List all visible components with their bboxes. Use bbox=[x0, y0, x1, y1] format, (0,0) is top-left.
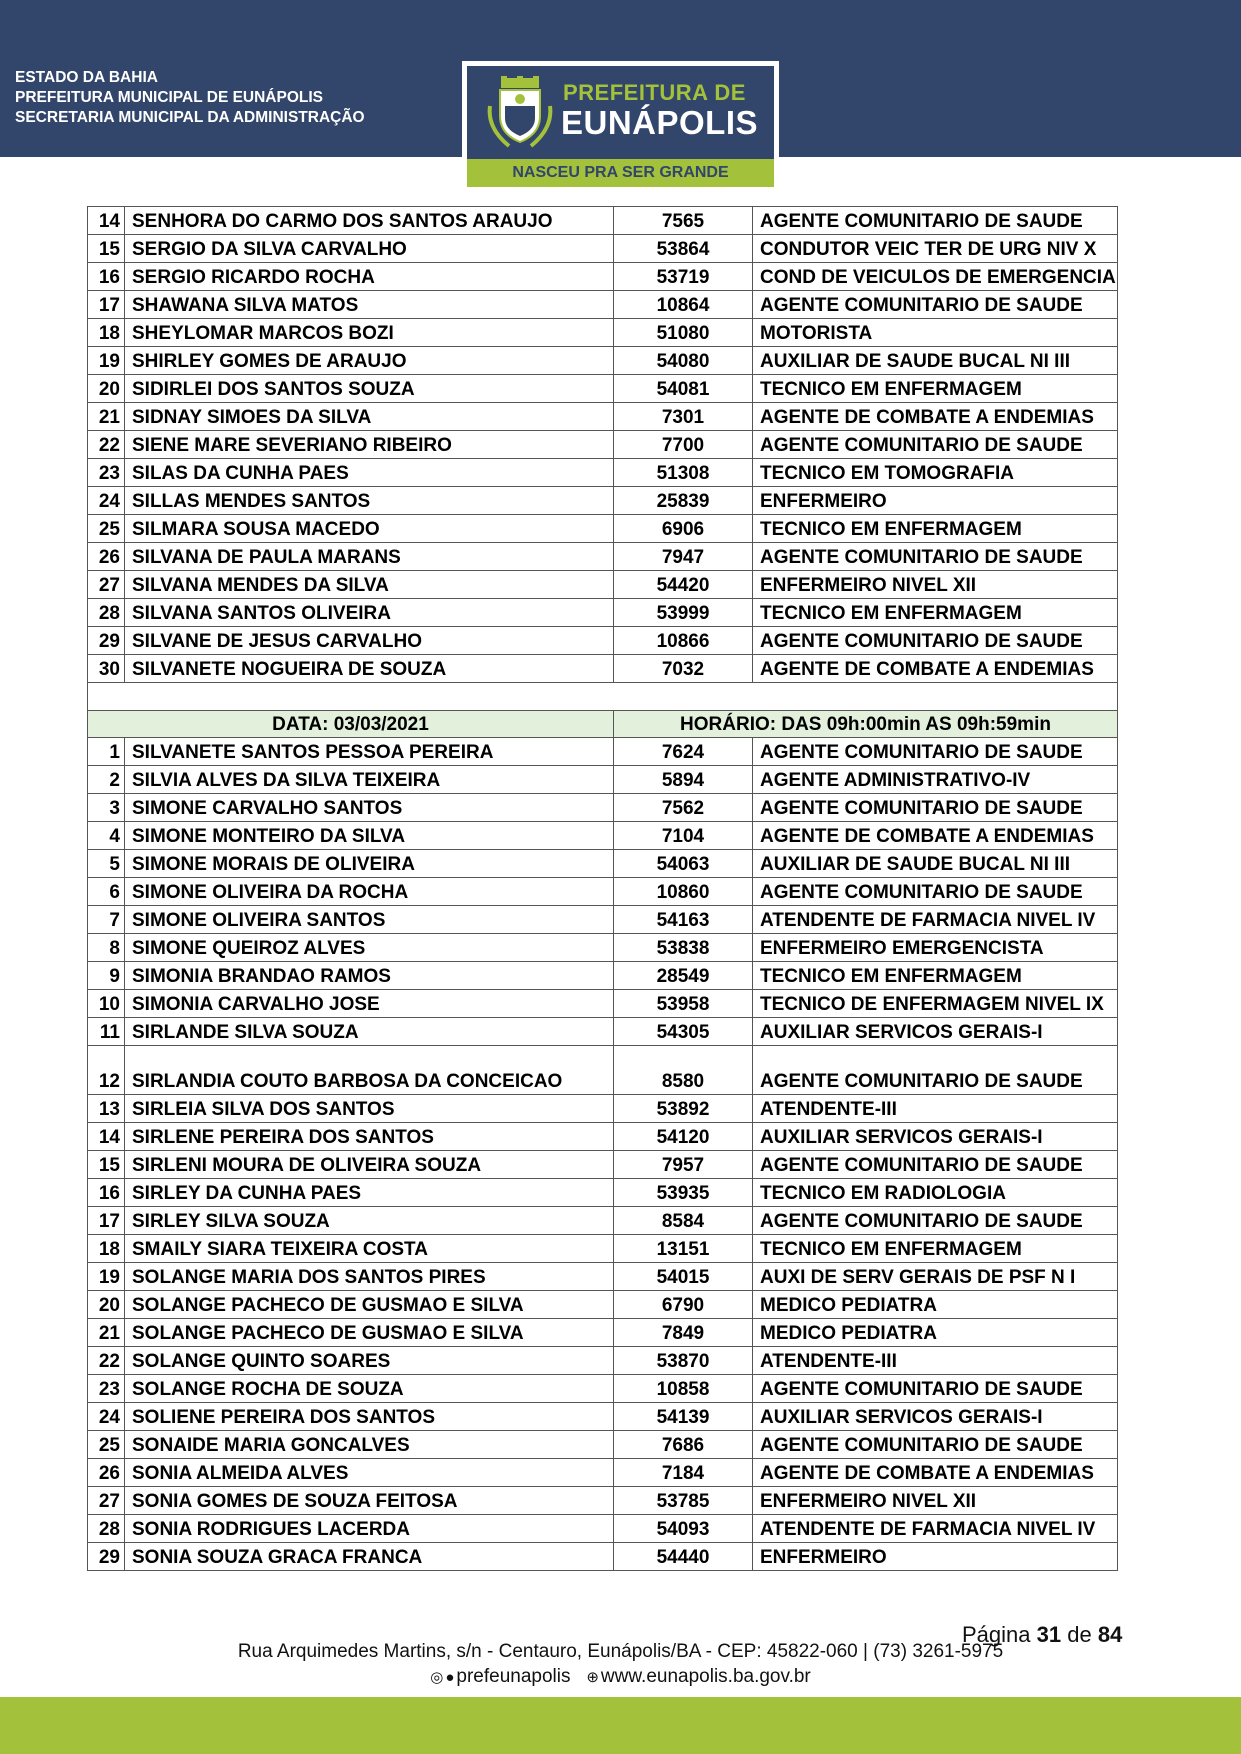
employee-name: SIRLEIA SILVA DOS SANTOS bbox=[125, 1095, 614, 1123]
employee-name: SIMONE CARVALHO SANTOS bbox=[125, 794, 614, 822]
registration-number: 10858 bbox=[614, 1375, 753, 1403]
employee-name: SILVIA ALVES DA SILVA TEIXEIRA bbox=[125, 766, 614, 794]
row-number: 5 bbox=[88, 850, 125, 878]
row-number: 27 bbox=[88, 571, 125, 599]
registration-number: 51080 bbox=[614, 319, 753, 347]
table-row bbox=[88, 1431, 1118, 1459]
table-row bbox=[88, 571, 1118, 599]
row-number: 18 bbox=[88, 319, 125, 347]
row-number: 17 bbox=[88, 1207, 125, 1235]
row-number: 14 bbox=[88, 207, 125, 235]
employee-name: SOLANGE PACHECO DE GUSMAO E SILVA bbox=[125, 1319, 614, 1347]
table-row bbox=[88, 627, 1118, 655]
table-row bbox=[88, 543, 1118, 571]
registration-number: 7686 bbox=[614, 1431, 753, 1459]
registration-number: 10860 bbox=[614, 878, 753, 906]
row-number: 2 bbox=[88, 766, 125, 794]
job-title: AGENTE COMUNITARIO DE SAUDE bbox=[753, 207, 1118, 235]
logo-panel bbox=[467, 66, 774, 159]
employee-name: SONAIDE MARIA GONCALVES bbox=[125, 1431, 614, 1459]
row-number: 22 bbox=[88, 431, 125, 459]
table-row bbox=[88, 263, 1118, 291]
row-number: 22 bbox=[88, 1347, 125, 1375]
table-row bbox=[88, 1018, 1118, 1046]
registration-number: 54305 bbox=[614, 1018, 753, 1046]
employee-name: SOLANGE QUINTO SOARES bbox=[125, 1347, 614, 1375]
employee-name: SILAS DA CUNHA PAES bbox=[125, 459, 614, 487]
job-title: ATENDENTE-III bbox=[753, 1095, 1118, 1123]
table-row bbox=[88, 1459, 1118, 1487]
row-number: 24 bbox=[88, 1403, 125, 1431]
row-number: 24 bbox=[88, 487, 125, 515]
session-date: DATA: 03/03/2021 bbox=[88, 711, 614, 738]
table-row bbox=[88, 1235, 1118, 1263]
row-number: 21 bbox=[88, 1319, 125, 1347]
job-title: ENFERMEIRO bbox=[753, 487, 1118, 515]
registration-number: 7849 bbox=[614, 1319, 753, 1347]
registration-number: 53838 bbox=[614, 934, 753, 962]
row-number: 6 bbox=[88, 878, 125, 906]
row-number: 16 bbox=[88, 263, 125, 291]
table-row bbox=[88, 235, 1118, 263]
table-row bbox=[88, 934, 1118, 962]
registration-number: 54093 bbox=[614, 1515, 753, 1543]
job-title: AGENTE COMUNITARIO DE SAUDE bbox=[753, 431, 1118, 459]
row-number: 19 bbox=[88, 347, 125, 375]
facebook-icon: ● bbox=[445, 1669, 455, 1686]
row-number: 17 bbox=[88, 291, 125, 319]
website-link[interactable]: www.eunapolis.ba.gov.br bbox=[600, 1666, 811, 1687]
registration-number: 53870 bbox=[614, 1347, 753, 1375]
table-row bbox=[88, 459, 1118, 487]
job-title: AGENTE DE COMBATE A ENDEMIAS bbox=[753, 655, 1118, 683]
employee-name: SOLANGE ROCHA DE SOUZA bbox=[125, 1375, 614, 1403]
registration-number: 7032 bbox=[614, 655, 753, 683]
blank-row bbox=[88, 683, 1118, 711]
registration-number: 10864 bbox=[614, 291, 753, 319]
table-row bbox=[88, 766, 1118, 794]
employee-name: SERGIO RICARDO ROCHA bbox=[125, 263, 614, 291]
row-number: 20 bbox=[88, 375, 125, 403]
job-title: MEDICO PEDIATRA bbox=[753, 1319, 1118, 1347]
social-handle[interactable]: prefeunapolis bbox=[456, 1666, 571, 1687]
job-title: AGENTE DE COMBATE A ENDEMIAS bbox=[753, 822, 1118, 850]
registration-number: 54440 bbox=[614, 1543, 753, 1571]
job-title: TECNICO EM TOMOGRAFIA bbox=[753, 459, 1118, 487]
table-row bbox=[88, 1515, 1118, 1543]
employee-name: SIRLENE PEREIRA DOS SANTOS bbox=[125, 1123, 614, 1151]
employee-name: SONIA ALMEIDA ALVES bbox=[125, 1459, 614, 1487]
registration-number: 28549 bbox=[614, 962, 753, 990]
table-row bbox=[88, 1347, 1118, 1375]
table-row bbox=[88, 1403, 1118, 1431]
registration-number: 6790 bbox=[614, 1291, 753, 1319]
job-title: AGENTE COMUNITARIO DE SAUDE bbox=[753, 1431, 1118, 1459]
session-time: HORÁRIO: DAS 09h:00min AS 09h:59min bbox=[614, 711, 1118, 738]
table-row bbox=[88, 822, 1118, 850]
row-number: 10 bbox=[88, 990, 125, 1018]
job-title: ENFERMEIRO NIVEL XII bbox=[753, 571, 1118, 599]
row-number: 13 bbox=[88, 1095, 125, 1123]
table-row bbox=[88, 1046, 1118, 1095]
row-number: 7 bbox=[88, 906, 125, 934]
employee-name: SIDNAY SIMOES DA SILVA bbox=[125, 403, 614, 431]
header-line-prefecture: PREFEITURA MUNICIPAL DE EUNÁPOLIS bbox=[15, 89, 324, 106]
employee-name: SILVANA DE PAULA MARANS bbox=[125, 543, 614, 571]
registration-number: 54015 bbox=[614, 1263, 753, 1291]
header-line-secretariat: SECRETARIA MUNICIPAL DA ADMINISTRAÇÃO bbox=[15, 109, 365, 126]
employee-name: SOLANGE MARIA DOS SANTOS PIRES bbox=[125, 1263, 614, 1291]
row-number: 14 bbox=[88, 1123, 125, 1151]
job-title: AUXILIAR DE SAUDE BUCAL NI III bbox=[753, 347, 1118, 375]
employee-name: SHAWANA SILVA MATOS bbox=[125, 291, 614, 319]
row-number: 19 bbox=[88, 1263, 125, 1291]
employee-name: SIRLANDE SILVA SOUZA bbox=[125, 1018, 614, 1046]
employee-name: SIDIRLEI DOS SANTOS SOUZA bbox=[125, 375, 614, 403]
employee-name: SILVANA MENDES DA SILVA bbox=[125, 571, 614, 599]
row-number: 20 bbox=[88, 1291, 125, 1319]
employee-name: SILVANE DE JESUS CARVALHO bbox=[125, 627, 614, 655]
job-title: TECNICO EM ENFERMAGEM bbox=[753, 1235, 1118, 1263]
registration-number: 51308 bbox=[614, 459, 753, 487]
page-current: 31 bbox=[1036, 1622, 1062, 1647]
job-title: ATENDENTE DE FARMACIA NIVEL IV bbox=[753, 1515, 1118, 1543]
logo-title-eunapolis: EUNÁPOLIS bbox=[561, 104, 759, 141]
table-row bbox=[88, 487, 1118, 515]
coat-of-arms-icon bbox=[487, 76, 553, 150]
row-number: 15 bbox=[88, 235, 125, 263]
registration-number: 7562 bbox=[614, 794, 753, 822]
table-section-separator bbox=[88, 683, 1118, 738]
employee-name: SILMARA SOUSA MACEDO bbox=[125, 515, 614, 543]
table-row bbox=[88, 1319, 1118, 1347]
job-title: AGENTE COMUNITARIO DE SAUDE bbox=[753, 1375, 1118, 1403]
employee-name: SILVANA SANTOS OLIVEIRA bbox=[125, 599, 614, 627]
registration-number: 7624 bbox=[614, 738, 753, 766]
row-number: 26 bbox=[88, 543, 125, 571]
registration-number: 7947 bbox=[614, 543, 753, 571]
table-row bbox=[88, 906, 1118, 934]
table-row bbox=[88, 1123, 1118, 1151]
registration-number: 53785 bbox=[614, 1487, 753, 1515]
job-title: MEDICO PEDIATRA bbox=[753, 1291, 1118, 1319]
employee-name: SIRLENI MOURA DE OLIVEIRA SOUZA bbox=[125, 1151, 614, 1179]
employee-name: SOLIENE PEREIRA DOS SANTOS bbox=[125, 1403, 614, 1431]
table-row bbox=[88, 1095, 1118, 1123]
table-row bbox=[88, 1375, 1118, 1403]
job-title: AUXILIAR SERVICOS GERAIS-I bbox=[753, 1018, 1118, 1046]
employee-name: SHEYLOMAR MARCOS BOZI bbox=[125, 319, 614, 347]
row-number: 27 bbox=[88, 1487, 125, 1515]
registration-number: 53864 bbox=[614, 235, 753, 263]
employee-name: SIMONIA BRANDAO RAMOS bbox=[125, 962, 614, 990]
table-row bbox=[88, 878, 1118, 906]
table-row bbox=[88, 291, 1118, 319]
registration-number: 53935 bbox=[614, 1179, 753, 1207]
table-row bbox=[88, 347, 1118, 375]
registration-number: 7700 bbox=[614, 431, 753, 459]
table-section-previous bbox=[88, 207, 1118, 683]
job-title: AGENTE DE COMBATE A ENDEMIAS bbox=[753, 1459, 1118, 1487]
employee-name: SIMONE MORAIS DE OLIVEIRA bbox=[125, 850, 614, 878]
employee-name: SIMONIA CARVALHO JOSE bbox=[125, 990, 614, 1018]
row-number: 3 bbox=[88, 794, 125, 822]
row-number: 29 bbox=[88, 1543, 125, 1571]
job-title: AUXILIAR SERVICOS GERAIS-I bbox=[753, 1403, 1118, 1431]
row-number: 29 bbox=[88, 627, 125, 655]
row-number: 23 bbox=[88, 459, 125, 487]
page-label: Página bbox=[962, 1622, 1031, 1647]
employee-name: SIENE MARE SEVERIANO RIBEIRO bbox=[125, 431, 614, 459]
row-number: 18 bbox=[88, 1235, 125, 1263]
table-row bbox=[88, 375, 1118, 403]
table-row bbox=[88, 1543, 1118, 1571]
row-number: 16 bbox=[88, 1179, 125, 1207]
row-number: 15 bbox=[88, 1151, 125, 1179]
registration-number: 7957 bbox=[614, 1151, 753, 1179]
registration-number: 10866 bbox=[614, 627, 753, 655]
job-title: ENFERMEIRO bbox=[753, 1543, 1118, 1571]
registration-number: 7184 bbox=[614, 1459, 753, 1487]
job-title: TECNICO EM ENFERMAGEM bbox=[753, 962, 1118, 990]
table-row bbox=[88, 1487, 1118, 1515]
registration-number: 6906 bbox=[614, 515, 753, 543]
row-number: 9 bbox=[88, 962, 125, 990]
registration-number: 54120 bbox=[614, 1123, 753, 1151]
job-title: AGENTE COMUNITARIO DE SAUDE bbox=[753, 627, 1118, 655]
employee-name: SIMONE OLIVEIRA SANTOS bbox=[125, 906, 614, 934]
job-title: TECNICO EM RADIOLOGIA bbox=[753, 1179, 1118, 1207]
table-row bbox=[88, 1207, 1118, 1235]
table-row bbox=[88, 403, 1118, 431]
registration-number: 54081 bbox=[614, 375, 753, 403]
employee-name: SONIA GOMES DE SOUZA FEITOSA bbox=[125, 1487, 614, 1515]
employee-name: SILLAS MENDES SANTOS bbox=[125, 487, 614, 515]
table-row bbox=[88, 1291, 1118, 1319]
table-row bbox=[88, 431, 1118, 459]
row-number: 1 bbox=[88, 738, 125, 766]
employee-name: SOLANGE PACHECO DE GUSMAO E SILVA bbox=[125, 1291, 614, 1319]
table-row bbox=[88, 850, 1118, 878]
job-title: AUXILIAR DE SAUDE BUCAL NI III bbox=[753, 850, 1118, 878]
registration-number: 54063 bbox=[614, 850, 753, 878]
employee-name: SERGIO DA SILVA CARVALHO bbox=[125, 235, 614, 263]
job-title: AGENTE COMUNITARIO DE SAUDE bbox=[753, 291, 1118, 319]
employee-name: SIRLEY SILVA SOUZA bbox=[125, 1207, 614, 1235]
table-row bbox=[88, 1179, 1118, 1207]
job-title: TECNICO EM ENFERMAGEM bbox=[753, 375, 1118, 403]
row-number: 12 bbox=[88, 1046, 125, 1095]
session-header-row bbox=[88, 711, 1118, 738]
table-row bbox=[88, 599, 1118, 627]
job-title: ATENDENTE-III bbox=[753, 1347, 1118, 1375]
table-row bbox=[88, 794, 1118, 822]
row-number: 21 bbox=[88, 403, 125, 431]
employee-name: SMAILY SIARA TEIXEIRA COSTA bbox=[125, 1235, 614, 1263]
job-title: COND DE VEICULOS DE EMERGENCIA bbox=[753, 263, 1118, 291]
row-number: 26 bbox=[88, 1459, 125, 1487]
employee-name: SIMONE QUEIROZ ALVES bbox=[125, 934, 614, 962]
registration-number: 54420 bbox=[614, 571, 753, 599]
table-row bbox=[88, 738, 1118, 766]
table-row bbox=[88, 1151, 1118, 1179]
employee-name: SIRLANDIA COUTO BARBOSA DA CONCEICAO bbox=[125, 1046, 614, 1095]
job-title: AGENTE COMUNITARIO DE SAUDE bbox=[753, 794, 1118, 822]
job-title: AGENTE COMUNITARIO DE SAUDE bbox=[753, 738, 1118, 766]
registration-number: 8584 bbox=[614, 1207, 753, 1235]
table-row bbox=[88, 207, 1118, 235]
footer-bar bbox=[0, 1697, 1241, 1754]
header-institution bbox=[15, 68, 365, 128]
employee-name: SIMONE MONTEIRO DA SILVA bbox=[125, 822, 614, 850]
job-title: MOTORISTA bbox=[753, 319, 1118, 347]
employee-schedule-table bbox=[87, 206, 1118, 1571]
employee-name: SIRLEY DA CUNHA PAES bbox=[125, 1179, 614, 1207]
job-title: AGENTE COMUNITARIO DE SAUDE bbox=[753, 543, 1118, 571]
employee-name: SILVANETE NOGUEIRA DE SOUZA bbox=[125, 655, 614, 683]
job-title: TECNICO DE ENFERMAGEM NIVEL IX bbox=[753, 990, 1118, 1018]
footer-social bbox=[0, 1666, 1241, 1688]
row-number: 23 bbox=[88, 1375, 125, 1403]
table-row bbox=[88, 655, 1118, 683]
table-row bbox=[88, 515, 1118, 543]
job-title: AGENTE ADMINISTRATIVO-IV bbox=[753, 766, 1118, 794]
registration-number: 53958 bbox=[614, 990, 753, 1018]
job-title: AUXI DE SERV GERAIS DE PSF N I bbox=[753, 1263, 1118, 1291]
employee-name: SONIA SOUZA GRACA FRANCA bbox=[125, 1543, 614, 1571]
prefecture-logo bbox=[462, 61, 779, 192]
row-number: 4 bbox=[88, 822, 125, 850]
page-total: 84 bbox=[1097, 1622, 1123, 1647]
table-row bbox=[88, 1263, 1118, 1291]
job-title: ENFERMEIRO EMERGENCISTA bbox=[753, 934, 1118, 962]
registration-number: 53719 bbox=[614, 263, 753, 291]
registration-number: 8580 bbox=[614, 1046, 753, 1095]
job-title: AGENTE COMUNITARIO DE SAUDE bbox=[753, 878, 1118, 906]
registration-number: 54080 bbox=[614, 347, 753, 375]
job-title: ENFERMEIRO NIVEL XII bbox=[753, 1487, 1118, 1515]
registration-number: 13151 bbox=[614, 1235, 753, 1263]
row-number: 28 bbox=[88, 599, 125, 627]
table-row bbox=[88, 962, 1118, 990]
table-row bbox=[88, 990, 1118, 1018]
registration-number: 53892 bbox=[614, 1095, 753, 1123]
job-title: TECNICO EM ENFERMAGEM bbox=[753, 599, 1118, 627]
employee-name: SIMONE OLIVEIRA DA ROCHA bbox=[125, 878, 614, 906]
job-title: CONDUTOR VEIC TER DE URG NIV X bbox=[753, 235, 1118, 263]
row-number: 30 bbox=[88, 655, 125, 683]
job-title: AGENTE COMUNITARIO DE SAUDE bbox=[753, 1046, 1118, 1095]
job-title: TECNICO EM ENFERMAGEM bbox=[753, 515, 1118, 543]
job-title: AGENTE DE COMBATE A ENDEMIAS bbox=[753, 403, 1118, 431]
registration-number: 53999 bbox=[614, 599, 753, 627]
row-number: 8 bbox=[88, 934, 125, 962]
row-number: 25 bbox=[88, 515, 125, 543]
employee-name: SENHORA DO CARMO DOS SANTOS ARAUJO bbox=[125, 207, 614, 235]
registration-number: 7104 bbox=[614, 822, 753, 850]
table-row bbox=[88, 319, 1118, 347]
row-number: 25 bbox=[88, 1431, 125, 1459]
registration-number: 54139 bbox=[614, 1403, 753, 1431]
job-title: ATENDENTE DE FARMACIA NIVEL IV bbox=[753, 906, 1118, 934]
row-number: 11 bbox=[88, 1018, 125, 1046]
employee-name: SILVANETE SANTOS PESSOA PEREIRA bbox=[125, 738, 614, 766]
row-number: 28 bbox=[88, 1515, 125, 1543]
employee-name: SONIA RODRIGUES LACERDA bbox=[125, 1515, 614, 1543]
registration-number: 7301 bbox=[614, 403, 753, 431]
globe-icon: ⊕ bbox=[586, 1669, 599, 1686]
registration-number: 25839 bbox=[614, 487, 753, 515]
logo-title-prefeitura: PREFEITURA DE bbox=[563, 80, 746, 105]
logo-slogan: NASCEU PRA SER GRANDE bbox=[467, 159, 774, 187]
employee-name: SHIRLEY GOMES DE ARAUJO bbox=[125, 347, 614, 375]
job-title: AGENTE COMUNITARIO DE SAUDE bbox=[753, 1151, 1118, 1179]
job-title: AGENTE COMUNITARIO DE SAUDE bbox=[753, 1207, 1118, 1235]
registration-number: 54163 bbox=[614, 906, 753, 934]
registration-number: 7565 bbox=[614, 207, 753, 235]
header-line-state: ESTADO DA BAHIA bbox=[15, 69, 158, 86]
table-section-current bbox=[88, 738, 1118, 1571]
job-title: AUXILIAR SERVICOS GERAIS-I bbox=[753, 1123, 1118, 1151]
footer-address: Rua Arquimedes Martins, s/n - Centauro, Eunápolis/BA - CEP: 45822-060 | (73) 3261-5975 bbox=[237, 1641, 1004, 1662]
page-of: de bbox=[1067, 1622, 1092, 1647]
registration-number: 5894 bbox=[614, 766, 753, 794]
instagram-icon: ◎ bbox=[430, 1669, 444, 1686]
